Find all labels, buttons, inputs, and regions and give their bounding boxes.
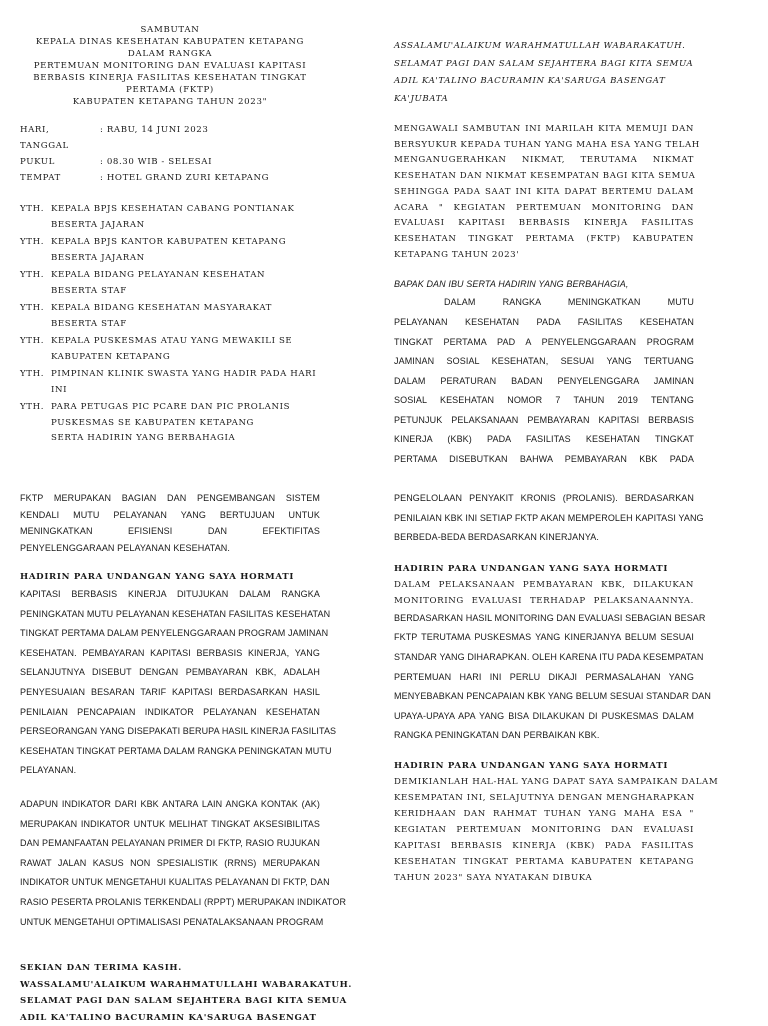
addressee-item (20, 400, 320, 447)
paragraph-line: DAN PEMANFAATAN PELAYANAN PRIMER DI FKTP, RASIO RUJUKAN (20, 834, 320, 854)
greeting-line: SELAMAT PAGI DAN SALAM SEJAHTERA BAGI KITA SEMUA (394, 56, 694, 74)
addressee-line: KEPALA BPJS KESEHATAN CABANG PONTIANAK (51, 202, 295, 218)
paragraph-line: KESEHATAN. PEMBAYARAN KAPITASI BERBASIS KINERJA, YANG (20, 644, 320, 664)
paragraph-line: PENYESUAIAN BESARAN TARIF KAPITASI BERDASARKAN HASIL (20, 683, 320, 703)
title-line: KABUPATEN KETAPANG TAHUN 2023" (20, 96, 320, 108)
paragraph-line: PENYELENGGARAAN PELAYANAN KESEHATAN. (20, 540, 320, 557)
paragraph-line: KESEHATAN TINGKAT PERTAMA DALAM RANGKA PENINGKATAN MUTU (20, 742, 320, 762)
paragraph-line: KERIDHAAN DAN RAHMAT TUHAN YANG MAHA ESA " (394, 806, 694, 822)
yth-label: YTH. (20, 400, 51, 447)
paragraph-line: MERUPAKAN INDIKATOR UNTUK MELIHAT TINGKAT AKSESIBILITAS (20, 815, 320, 835)
paragraph-line: PENILAIAN KBK INI SETIAP FKTP AKAN MEMPEROLEH KAPITASI YANG (394, 509, 694, 529)
paragraph-line: KAPITASI BERBASIS KINERJA DITUJUKAN DALAM RANGKA (20, 585, 320, 605)
indikator-paragraph (20, 795, 320, 932)
title-line: BERBASIS KINERJA FASILITAS KESEHATAN TINGKAT (20, 72, 320, 84)
paragraph-line: KENDALI MUTU PELAYANAN YANG BERTUJUAN UNTUK (20, 507, 320, 524)
paragraph-line: PELAYANAN KESEHATAN PADA FASILITAS KESEHATAN (394, 313, 694, 333)
pelaksanaan-paragraph-a (394, 577, 694, 609)
paragraph-line: PELAYANAN. (20, 761, 320, 781)
addressee-list (20, 202, 320, 447)
addressee-line: BESERTA STAF (51, 284, 265, 300)
paragraph-line: BAPAK DAN IBU SERTA HADIRIN YANG BERBAHAGIA, (394, 276, 694, 293)
page1-left-column (20, 24, 320, 447)
page2-left-column (20, 490, 320, 932)
paragraph-line: BERBEDA-BEDA BERDASARKAN KINERJANYA. (394, 528, 694, 548)
pelaksanaan-paragraph-b (394, 609, 694, 746)
section-heading: HADIRIN PARA UNDANGAN YANG SAYA HORMATI (394, 758, 694, 774)
meta-value: : HOTEL GRAND ZURI KETAPANG (100, 170, 269, 186)
paragraph-line: ADAPUN INDIKATOR DARI KBK ANTARA LAIN ANGKA KONTAK (AK) (20, 795, 320, 815)
paragraph-line: KESEMPATAN INI, SELAJUTNYA DENGAN MENGHARAPKAN (394, 790, 694, 806)
paragraph-line: MENYEBABKAN PENCAPAIAN KBK YANG BELUM SESUAI STANDAR DAN (394, 687, 694, 707)
paragraph-line: KESEHATAN DAN NIKMAT KESEMPATAN BAGI KITA SEMUA (394, 169, 694, 185)
paragraph-line: MENINGKATKAN EFISIENSI DAN EFEKTIFITAS (20, 523, 320, 540)
paragraph-line: UNTUK MENGETAHUI OPTIMALISASI PENATALAKSANAAN PROGRAM (20, 913, 320, 933)
greeting-line: ASSALAMU'ALAIKUM WARAHMATULLAH WABARAKATUH. (394, 38, 694, 56)
paragraph-line: RAWAT JALAN KASUS NON SPESIALISTIK (RRNS) MERUPAKAN (20, 854, 320, 874)
yth-label: YTH. (20, 235, 51, 266)
yth-label: YTH. (20, 301, 51, 332)
paragraph-line: MENGANUGERAHKAN NIKMAT, TERUTAMA NIKMAT (394, 153, 694, 169)
paragraph-line: PENILAIAN PENCAPAIAN INDIKATOR PELAYANAN KESEHATAN (20, 703, 320, 723)
paragraph-line: PERSEORANGAN YANG DISEPAKATI BERUPA HASIL KINERJA FASILITAS (20, 722, 320, 742)
paragraph-line: UPAYA-UPAYA APA YANG BISA DILAKUKAN DI PUSKESMAS DALAM (394, 707, 694, 727)
paragraph-line: KINERJA (KBK) PADA FASILITAS KESEHATAN TINGKAT (394, 430, 694, 450)
paragraph-line: DALAM PELAKSANAAN PEMBAYARAN KBK, DILAKUKAN (394, 577, 694, 593)
farewell-line: SEKIAN DAN TERIMA KASIH. (20, 960, 320, 977)
paragraph-line: ACARA " KEGIATAN PERTEMUAN MONITORING DAN (394, 201, 694, 217)
paragraph-line: BERDASARKAN HASIL MONITORING DAN EVALUASI SEBAGIAN BESAR (394, 609, 694, 629)
farewell-line: SELAMAT PAGI DAN SALAM SEJAHTERA BAGI KITA SEMUA (20, 993, 320, 1010)
addressee-item (20, 235, 320, 266)
paragraph-line: SEHINGGA PADA SAAT INI KITA DAPAT BERTEMU DALAM (394, 185, 694, 201)
addressee-line: KEPALA BIDANG PELAYANAN KESEHATAN (51, 268, 265, 284)
page2-right-column (394, 489, 694, 886)
addressee-line: KEPALA PUSKESMAS ATAU YANG MEWAKILI SE (51, 334, 292, 350)
paragraph-line: KESEHATAN TINGKAT PERTAMA (FKTP) KABUPATEN (394, 232, 694, 248)
paragraph-line: STANDAR YANG DIHARAPKAN. OLEH KARENA ITU PADA KESEMPATAN (394, 648, 694, 668)
paragraph-line: DALAM RANGKA MENINGKATKAN MUTU (394, 293, 694, 313)
section-heading: HADIRIN PARA UNDANGAN YANG SAYA HORMATI (20, 569, 320, 585)
paragraph-line: JAMINAN SOSIAL KESEHATAN, SESUAI YANG TERTUANG (394, 352, 694, 372)
addressee-line: KABUPATEN KETAPANG (51, 350, 292, 366)
addressee-line: KEPALA BIDANG KESEHATAN MASYARAKAT (51, 301, 272, 317)
paragraph-line: RASIO PESERTA PROLANIS TERKENDALI (RPPT) MERUPAKAN INDIKATOR (20, 893, 320, 913)
addressee-line: BESERTA JAJARAN (51, 218, 295, 234)
yth-label: YTH. (20, 334, 51, 365)
addressee-line: KEPALA BPJS KANTOR KABUPATEN KETAPANG (51, 235, 286, 251)
title-line: KEPALA DINAS KESEHATAN KABUPATEN KETAPANG (20, 36, 320, 48)
farewell-block (20, 960, 320, 1026)
paragraph-line: SOSIAL KESEHATAN NOMOR 7 TAHUN 2019 TENTANG (394, 391, 694, 411)
paragraph-line: DALAM PERATURAN BADAN PENYELENGGARA JAMINAN (394, 372, 694, 392)
meta-key: TEMPAT (20, 170, 100, 186)
meta-key: PUKUL (20, 154, 100, 170)
yth-label: YTH. (20, 202, 51, 233)
addressee-line: BESERTA STAF (51, 317, 272, 333)
paragraph-line: INDIKATOR UNTUK MENGETAHUI KUALITAS PELAYANAN DI FKTP, DAN (20, 873, 320, 893)
speech-title (20, 24, 320, 108)
paragraph-line: FKTP MERUPAKAN BAGIAN DAN PENGEMBANGAN SISTEM (20, 490, 320, 507)
bapak-heading (394, 276, 694, 293)
kapitasi-paragraph (20, 585, 320, 781)
pengelolaan-paragraph (394, 489, 694, 548)
event-meta (20, 122, 320, 186)
document-page-2 (0, 470, 768, 948)
addressee-line: BESERTA JAJARAN (51, 251, 286, 267)
addressee-line: PARA PETUGAS PIC PCARE DAN PIC PROLANIS (51, 400, 290, 416)
paragraph-line: KAPITASI BERBASIS KINERJA (KBK) PADA FASILITAS (394, 838, 694, 854)
paragraph-line: DEMIKIANLAH HAL-HAL YANG DAPAT SAYA SAMPAIKAN DALAM (394, 774, 694, 790)
paragraph-line: TINGKAT PERTAMA DALAM PENYELENGGARAAN PROGRAM JAMINAN (20, 624, 320, 644)
yth-label: YTH. (20, 268, 51, 299)
addressee-line: PIMPINAN KLINIK SWASTA YANG HADIR PADA HARI (51, 367, 316, 383)
addressee-line: INI (51, 383, 316, 399)
dalam-rangka-paragraph (394, 293, 694, 469)
meta-row-place (20, 170, 320, 186)
addressee-item (20, 367, 320, 398)
paragraph-line: EVALUASI KAPITASI BERBASIS KINERJA FASILITAS (394, 216, 694, 232)
meta-row-time (20, 154, 320, 170)
addressee-item (20, 268, 320, 299)
addressee-line: SERTA HADIRIN YANG BERBAHAGIA (51, 431, 290, 447)
addressee-item (20, 202, 320, 233)
title-line: SAMBUTAN (20, 24, 320, 36)
closing-paragraph (394, 774, 694, 886)
paragraph-line: RANGKA PENINGKATAN DAN PERBAIKAN KBK. (394, 726, 694, 746)
paragraph-line: PENGELOLAAN PENYAKIT KRONIS (PROLANIS). BERDASARKAN (394, 489, 694, 509)
paragraph-line: SELANJUTNYA DISEBUT DENGAN PEMBAYARAN KBK, ADALAH (20, 663, 320, 683)
title-line: PERTAMA (FKTP) (20, 84, 320, 96)
paragraph-line: PERTAMA DISEBUTKAN BAHWA PEMBAYARAN KBK PADA (394, 450, 694, 470)
paragraph-line: KESEHATAN TINGKAT PERTAMA KABUPATEN KETAPANG (394, 854, 694, 870)
title-line: DALAM RANGKA (20, 48, 320, 60)
paragraph-line: TINGKAT PERTAMA PAD A PENYELENGGARAAN PROGRAM (394, 333, 694, 353)
paragraph-line: PERTEMUAN HARI INI PERLU DIKAJI PERMASALAHAN YANG (394, 668, 694, 688)
meta-key: HARI, TANGGAL (20, 122, 100, 154)
paragraph-line: TAHUN 2023" SAYA NYATAKAN DIBUKA (394, 870, 694, 886)
document-page-3 (0, 948, 768, 1024)
farewell-line: ADIL KA'TALINO BACURAMIN KA'SARUGA BASENGAT (20, 1010, 320, 1026)
opening-paragraph (394, 122, 694, 263)
farewell-line: WASSALAMU'ALAIKUM WARAHMATULLAHI WABARAKATUH. (20, 977, 320, 994)
greeting-line: ADIL KA'TALINO BACURAMIN KA'SARUGA BASENGAT (394, 73, 694, 91)
greeting-block (394, 38, 694, 108)
greeting-line: KA'JUBATA (394, 91, 694, 109)
fktp-paragraph (20, 490, 320, 556)
paragraph-line: KEGIATAN PERTEMUAN MONITORING DAN EVALUASI (394, 822, 694, 838)
paragraph-line: MENGAWALI SAMBUTAN INI MARILAH KITA MEMUJI DAN (394, 122, 694, 138)
addressee-line: PUSKESMAS SE KABUPATEN KETAPANG (51, 416, 290, 432)
section-heading: HADIRIN PARA UNDANGAN YANG SAYA HORMATI (394, 561, 694, 577)
addressee-item (20, 301, 320, 332)
meta-row-date (20, 122, 320, 154)
document-page-1 (0, 0, 768, 470)
paragraph-line: PETUNJUK PELAKSANAAN PEMBAYARAN KAPITASI BERBASIS (394, 411, 694, 431)
title-line: PERTEMUAN MONITORING DAN EVALUASI KAPITASI (20, 60, 320, 72)
paragraph-line: KETAPANG TAHUN 2023' (394, 248, 694, 264)
paragraph-line: FKTP TERUTAMA PUSKESMAS YANG KINERJANYA BELUM SESUAI (394, 628, 694, 648)
meta-value: : RABU, 14 JUNI 2023 (100, 122, 208, 154)
meta-value: : 08.30 WIB - SELESAI (100, 154, 212, 170)
paragraph-line: PENINGKATAN MUTU PELAYANAN KESEHATAN FASILITAS KESEHATAN (20, 605, 320, 625)
paragraph-line: BERSYUKUR KEPADA TUHAN YANG MAHA ESA YANG TELAH (394, 138, 694, 154)
paragraph-line: MONITORING EVALUASI TERHADAP PELAKSANAANNYA. (394, 593, 694, 609)
yth-label: YTH. (20, 367, 51, 398)
addressee-item (20, 334, 320, 365)
page1-right-column (394, 38, 694, 470)
